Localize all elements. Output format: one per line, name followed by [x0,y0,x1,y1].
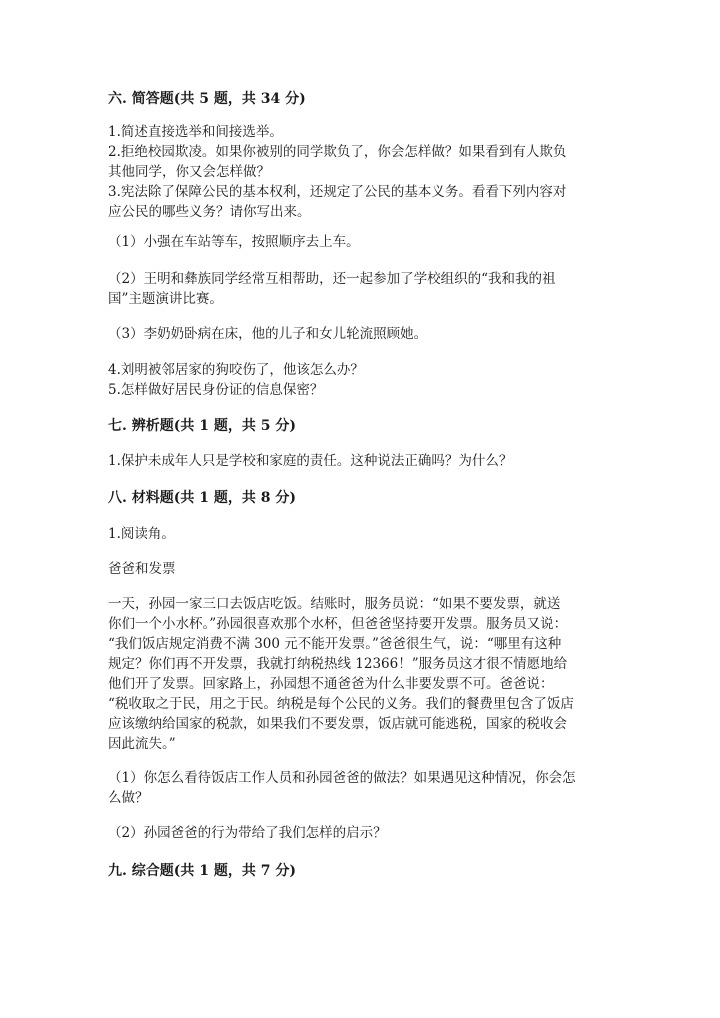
q6-3-sub1: （1）小强在车站等车，按照顺序去上车。 [108,234,360,250]
material-line5: 他们开了发票。回家路上，孙园想不通爸爸为什么非要发票不可。爸爸说： [108,676,554,692]
q6-2-line2: 其他同学，你又会怎样做？ [108,164,270,180]
q7-1: 1.保护未成年人只是学校和家庭的责任。这种说法正确吗？为什么？ [108,453,513,469]
q6-5: 5.怎样做好居民身份证的信息保密？ [108,382,324,398]
material-line4: 规定？你们再不开发票，我就打纳税热线 12366！”服务员这才很不情愿地给 [108,656,568,672]
q6-1: 1.简述直接选举和间接选举。 [108,124,283,140]
material-line7: 应该缴纳给国家的税款，如果我们不要发票，饭店就可能逃税，国家的税收会 [108,716,567,732]
q6-3-sub3: （3）李奶奶卧病在床，他的儿子和女儿轮流照顾她。 [108,326,428,342]
material-line6: “税收取之于民，用之于民。纳税是每个公民的义务。我们的餐费里包含了饭店 [108,696,574,712]
q6-3-line2: 应公民的哪些义务？请你写出来。 [108,204,311,220]
q8-sub1-line2: 么做？ [108,790,149,806]
q6-3-sub2-line1: （2）王明和彝族同学经常互相帮助，还一起参加了学校组织的“我和我的祖 [108,271,556,287]
section-6-title: 六. 简答题(共 5 题，共 34 分) [108,91,306,107]
q6-3-sub2-line2: 国”主题演讲比赛。 [108,291,223,307]
q8-sub1-line1: （1）你怎么看待饭店工作人员和孙园爸爸的做法？如果遇见这种情况，你会怎 [108,770,576,786]
material-line3: “我们饭店规定消费不满 300 元不能开发票。”爸爸很生气，说：“哪里有这种 [108,636,562,652]
q6-4: 4.刘明被邻居家的狗咬伤了，他该怎么办？ [108,362,364,378]
material-line8: 因此流失。” [108,736,176,752]
material-title: 爸爸和发票 [108,561,176,577]
material-line2: 你们一个小水杯。”孙园很喜欢那个水杯，但爸爸坚持要开发票。服务员又说： [108,616,568,632]
q8-sub2: （2）孙园爸爸的行为带给了我们怎样的启示？ [108,825,387,841]
q6-3-line1: 3.宪法除了保障公民的基本权利，还规定了公民的基本义务。看看下列内容对 [108,184,567,200]
material-line1: 一天，孙园一家三口去饭店吃饭。结账时，服务员说：“如果不要发票，就送 [108,596,561,612]
section-7-title: 七. 辨析题(共 1 题，共 5 分) [108,418,296,434]
section-9-title: 九. 综合题(共 1 题，共 7 分) [108,863,296,879]
exam-page [108,0,608,1018]
q8-1: 1.阅读角。 [108,526,175,542]
section-8-title: 八. 材料题(共 1 题，共 8 分) [108,490,296,506]
q6-2-line1: 2.拒绝校园欺凌。如果你被别的同学欺负了，你会怎样做？如果看到有人欺负 [108,144,567,160]
